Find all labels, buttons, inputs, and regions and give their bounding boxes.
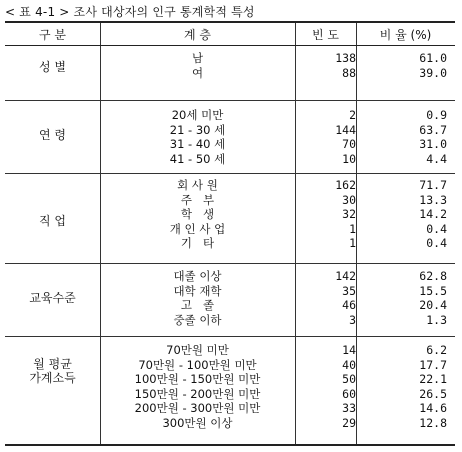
group-label: 성 별	[39, 60, 66, 74]
cell-ratio: 13.3	[419, 192, 447, 207]
table-row	[100, 66, 455, 81]
cell-frequency: 14	[342, 343, 356, 357]
cell-level: 21 - 30 세	[169, 122, 226, 137]
header-ratio: 비 율 (%)	[379, 28, 432, 42]
cell-level: 학 생	[180, 207, 215, 222]
cell-level: 31 - 40 세	[169, 137, 226, 152]
cell-ratio: 12.8	[419, 415, 447, 430]
cell-frequency: 40	[342, 357, 356, 372]
cell-level: 100만원 - 150만원 미만	[134, 372, 261, 387]
table-row	[100, 343, 455, 358]
cell-frequency: 162	[335, 178, 356, 192]
cell-level: 주 부	[180, 192, 215, 207]
cell-frequency: 1	[349, 236, 356, 251]
table-row	[100, 193, 455, 208]
cell-ratio: 0.4	[426, 221, 447, 236]
table-row	[100, 269, 455, 284]
table-row	[100, 387, 455, 402]
table-row	[100, 416, 455, 431]
cell-level: 200만원 - 300만원 미만	[134, 401, 261, 416]
cell-frequency: 29	[342, 415, 356, 430]
cell-level: 여	[191, 65, 204, 80]
cell-ratio: 0.9	[426, 108, 447, 122]
cell-level: 대졸 이상	[173, 269, 222, 283]
cell-frequency: 10	[342, 151, 356, 166]
cell-ratio: 61.0	[419, 51, 447, 65]
cell-level: 고 졸	[180, 298, 215, 313]
cell-frequency: 46	[342, 298, 356, 313]
group-label: 연 령	[39, 128, 66, 142]
cell-ratio: 0.4	[426, 236, 447, 251]
group-rows	[100, 51, 455, 80]
cell-level: 70만원 - 100만원 미만	[138, 357, 257, 372]
cell-frequency: 1	[349, 221, 356, 236]
cell-level: 기 타	[180, 236, 215, 251]
table-row	[100, 152, 455, 167]
cell-frequency: 138	[335, 51, 356, 65]
cell-frequency: 2	[349, 108, 356, 122]
table-row	[100, 236, 455, 251]
cell-frequency: 32	[342, 207, 356, 222]
group-separator	[5, 263, 455, 264]
cell-ratio: 39.0	[419, 65, 447, 80]
header-frequency: 빈 도	[312, 28, 339, 42]
cell-level: 중졸 이하	[173, 312, 222, 327]
cell-ratio: 4.4	[426, 151, 447, 166]
cell-ratio: 14.6	[419, 401, 447, 416]
cell-ratio: 1.3	[426, 312, 447, 327]
table-row	[100, 108, 455, 123]
group-label: 월 평균 가계소득	[29, 357, 76, 385]
table-row	[100, 358, 455, 373]
cell-level: 개 인 사 업	[169, 221, 226, 236]
group-separator	[5, 100, 455, 101]
group-rows	[100, 108, 455, 166]
cell-frequency: 30	[342, 192, 356, 207]
table-row	[100, 298, 455, 313]
table-row	[100, 137, 455, 152]
cell-ratio: 15.5	[419, 283, 447, 298]
table-row	[100, 401, 455, 416]
table-row	[100, 372, 455, 387]
cell-ratio: 20.4	[419, 298, 447, 313]
table-row	[100, 222, 455, 237]
cell-ratio: 63.7	[419, 122, 447, 137]
cell-frequency: 33	[342, 401, 356, 416]
cell-level: 20세 미만	[171, 108, 224, 122]
cell-ratio: 14.2	[419, 207, 447, 222]
cell-level: 41 - 50 세	[169, 151, 226, 166]
cell-frequency: 60	[342, 386, 356, 401]
cell-level: 150만원 - 200만원 미만	[134, 386, 261, 401]
cell-ratio: 26.5	[419, 386, 447, 401]
table-row	[100, 51, 455, 66]
cell-frequency: 142	[335, 269, 356, 283]
cell-level: 회 사 원	[177, 178, 218, 192]
table-row	[100, 284, 455, 299]
table-row	[100, 123, 455, 138]
cell-ratio: 6.2	[426, 343, 447, 357]
cell-frequency: 88	[342, 65, 356, 80]
cell-frequency: 3	[349, 312, 356, 327]
cell-level: 대학 재학	[173, 283, 222, 298]
group-label: 교육수준	[29, 291, 76, 305]
cell-level: 70만원 미만	[166, 343, 229, 357]
cell-frequency: 144	[335, 122, 356, 137]
cell-ratio: 62.8	[419, 269, 447, 283]
cell-frequency: 70	[342, 137, 356, 152]
header-level: 계 층	[184, 28, 211, 42]
cell-frequency: 35	[342, 283, 356, 298]
cell-level: 남	[191, 51, 204, 65]
table-row	[100, 207, 455, 222]
demographics-table	[5, 21, 455, 446]
cell-level: 300만원 이상	[162, 415, 233, 430]
header-rule	[5, 45, 455, 46]
cell-ratio: 17.7	[419, 357, 447, 372]
cell-frequency: 50	[342, 372, 356, 387]
cell-ratio: 22.1	[419, 372, 447, 387]
group-separator	[5, 336, 455, 337]
group-separator	[5, 173, 455, 174]
cell-ratio: 31.0	[419, 137, 447, 152]
group-rows	[100, 343, 455, 431]
table-row	[100, 313, 455, 328]
group-rows	[100, 269, 455, 327]
group-rows	[100, 178, 455, 251]
header-category: 구 분	[39, 28, 66, 42]
table-caption: < 표 4-1 > 조사 대상자의 인구 통계학적 특성	[5, 5, 255, 19]
cell-ratio: 71.7	[419, 178, 447, 192]
table-row	[100, 178, 455, 193]
group-label: 직 업	[39, 214, 66, 228]
